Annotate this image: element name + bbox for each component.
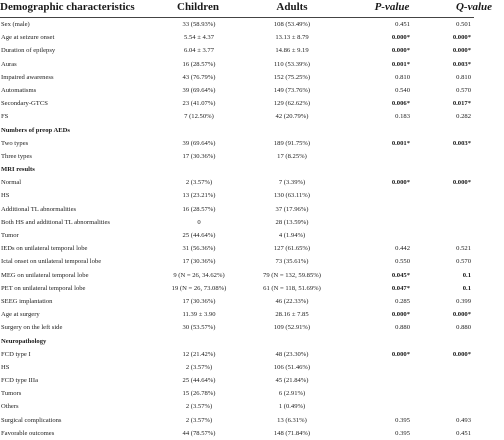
adults-cell: 17 (8.25%) [277, 152, 307, 160]
p-value-cell: 0.395 [395, 429, 410, 437]
row-label: HS [1, 363, 10, 371]
row-label: Others [1, 403, 19, 411]
row-label: FCD type IIIa [1, 377, 38, 385]
row-label: Two types [1, 139, 29, 147]
table-row [0, 427, 474, 440]
q-value-cell: 0.810 [456, 73, 471, 81]
adults-cell: 106 (51.46%) [273, 363, 311, 371]
row-label: FCD type I [1, 350, 31, 358]
table-row [0, 387, 474, 400]
adults-cell: 73 (35.61%) [275, 258, 309, 266]
row-label: Secondary-GTCS [1, 100, 48, 108]
q-value-cell: 0.000* [452, 311, 471, 319]
row-label: Automatisms [1, 86, 37, 94]
row-label: Numbers of preop AEDs [1, 126, 70, 134]
adults-cell: 148 (71.84%) [273, 429, 311, 437]
adults-cell: 61 (N = 118, 51.69%) [263, 284, 321, 292]
adults-cell: 110 (53.39%) [273, 60, 310, 68]
adults-cell: 129 (62.62%) [273, 100, 311, 108]
section-heading [0, 124, 474, 137]
adults-cell: 13.13 ± 8.79 [275, 34, 309, 42]
table-row [0, 110, 474, 123]
adults-cell: 48 (23.30%) [275, 350, 309, 358]
table-row [0, 295, 474, 308]
row-label: Age at seizure onset [1, 34, 55, 42]
children-cell: 23 (41.07%) [182, 100, 216, 108]
p-value-cell: 0.000* [391, 350, 410, 358]
header-q-value: Q-value [455, 1, 493, 13]
table-row [0, 18, 474, 31]
table-row [0, 255, 474, 268]
children-cell: 25 (44.64%) [182, 377, 216, 385]
children-cell: 2 (3.57%) [185, 416, 213, 424]
children-cell: 0 [197, 218, 201, 226]
row-label: PET on unilateral temporal lobe [1, 284, 86, 292]
row-label: MEG on unilateral temporal lobe [1, 271, 89, 279]
children-cell: 15 (26.78%) [182, 390, 216, 398]
p-value-cell: 0.395 [395, 416, 410, 424]
row-label: Ictal onset on unilateral temporal lobe [1, 258, 102, 266]
q-value-cell: 0.1 [462, 271, 471, 279]
children-cell: 9 (N = 26, 34.62%) [173, 271, 225, 279]
table-row [0, 216, 474, 229]
p-value-cell: 0.183 [395, 113, 410, 121]
q-value-cell: 0.570 [456, 86, 471, 94]
adults-cell: 130 (63.11%) [273, 192, 310, 200]
header-adults: Adults [276, 1, 308, 13]
children-cell: 16 (28.57%) [182, 60, 216, 68]
adults-cell: 42 (20.79%) [275, 113, 309, 121]
row-label: IEDs on unilateral temporal lobe [1, 245, 88, 253]
q-value-cell: 0.570 [456, 258, 471, 266]
row-label: MRI results [1, 166, 35, 174]
p-value-cell: 0.001* [391, 60, 410, 68]
q-value-cell: 0.1 [462, 284, 471, 292]
table-row [0, 308, 474, 321]
adults-cell: 14.86 ± 9.19 [275, 47, 309, 55]
table-row [0, 203, 474, 216]
p-value-cell: 0.550 [395, 258, 410, 266]
table-row [0, 58, 474, 71]
q-value-cell: 0.399 [456, 297, 471, 305]
p-value-cell: 0.000* [391, 179, 410, 187]
table-row [0, 400, 474, 413]
q-value-cell: 0.000* [452, 179, 471, 187]
table-row [0, 189, 474, 202]
row-label: Impaired awareness [1, 73, 54, 81]
table-row [0, 97, 474, 110]
p-value-cell: 0.880 [395, 324, 410, 332]
adults-cell: 46 (22.33%) [275, 297, 309, 305]
adults-cell: 189 (91.75%) [273, 139, 311, 147]
children-cell: 17 (30.36%) [182, 152, 216, 160]
p-value-cell: 0.000* [391, 311, 410, 319]
children-cell: 33 (58.93%) [182, 21, 216, 28]
adults-cell: 28.16 ± 7.85 [275, 311, 309, 319]
row-label: FS [1, 113, 9, 121]
adults-cell: 6 (2.91%) [278, 390, 306, 398]
table-row [0, 176, 474, 189]
q-value-cell: 0.521 [456, 245, 471, 253]
header-p-value: P-value [374, 1, 410, 13]
adults-cell: 108 (53.49%) [273, 21, 311, 28]
children-cell: 13 (23.21%) [182, 192, 216, 200]
children-cell: 19 (N = 26, 73.08%) [171, 284, 227, 292]
children-cell: 5.54 ± 4.37 [184, 34, 214, 42]
p-value-cell: 0.045* [391, 271, 410, 279]
children-cell: 17 (30.36%) [182, 297, 216, 305]
adults-cell: 79 (N = 132, 59.85%) [263, 271, 321, 279]
table-row [0, 31, 474, 44]
p-value-cell: 0.540 [395, 86, 410, 94]
row-label: Favorable outcomes [1, 429, 55, 437]
adults-cell: 37 (17.96%) [275, 205, 309, 213]
p-value-cell: 0.285 [395, 297, 410, 305]
children-cell: 6.04 ± 3.77 [184, 47, 214, 55]
q-value-cell: 0.000* [452, 34, 471, 42]
p-value-cell: 0.000* [391, 34, 410, 42]
table-row [0, 137, 474, 150]
adults-cell: 7 (3.39%) [278, 179, 306, 187]
row-label: Surgery on the left side [1, 324, 63, 332]
table-row [0, 414, 474, 427]
adults-cell: 45 (21.84%) [275, 377, 309, 385]
adults-cell: 13 (6.31%) [277, 416, 307, 424]
children-cell: 31 (56.36%) [182, 245, 216, 253]
q-value-cell: 0.282 [456, 113, 471, 121]
children-cell: 2 (3.57%) [185, 363, 213, 371]
row-label: Auras [1, 60, 17, 68]
header-children: Children [177, 1, 219, 13]
row-label: Age at surgery [1, 311, 40, 319]
adults-cell: 109 (52.91%) [273, 324, 311, 332]
row-label: Surgical complications [1, 416, 62, 424]
p-value-cell: 0.451 [395, 21, 410, 28]
table-row [0, 374, 474, 387]
children-cell: 43 (76.79%) [182, 73, 216, 81]
adults-cell: 1 (0.49%) [278, 403, 306, 411]
children-cell: 25 (44.64%) [182, 232, 216, 239]
table-header [0, 0, 493, 18]
header-characteristic: Demographic characteristics [0, 1, 135, 13]
section-heading [0, 163, 474, 176]
q-value-cell: 0.017* [452, 100, 471, 108]
p-value-cell: 0.810 [395, 73, 410, 81]
p-value-cell: 0.000* [391, 47, 410, 55]
children-cell: 30 (53.57%) [182, 324, 216, 332]
row-label: Duration of epilepsy [1, 47, 56, 55]
p-value-cell: 0.001* [391, 139, 410, 147]
row-label: Additional TL abnormalities [1, 205, 77, 213]
q-value-cell: 0.451 [456, 429, 471, 437]
q-value-cell: 0.003* [452, 139, 471, 147]
adults-cell: 28 (13.59%) [275, 218, 309, 226]
table-row [0, 361, 474, 374]
q-value-cell: 0.493 [456, 416, 471, 424]
p-value-cell: 0.006* [391, 100, 410, 108]
table-row [0, 242, 474, 255]
adults-cell: 149 (73.76%) [273, 86, 311, 94]
row-label: Neuropathology [1, 337, 47, 345]
p-value-cell: 0.047* [391, 284, 410, 292]
table-row [0, 84, 474, 97]
q-value-cell: 0.501 [456, 21, 471, 28]
table-row [0, 150, 474, 163]
p-value-cell: 0.442 [395, 245, 410, 253]
row-label: Tumors [1, 390, 22, 398]
section-heading [0, 335, 474, 348]
table-row [0, 348, 474, 361]
table-row [0, 44, 474, 57]
q-value-cell: 0.003* [452, 60, 471, 68]
table-row [0, 229, 474, 242]
row-label: Normal [1, 179, 22, 187]
adults-cell: 127 (61.65%) [273, 245, 311, 253]
q-value-cell: 0.000* [452, 350, 471, 358]
children-cell: 12 (21.42%) [182, 350, 216, 358]
children-cell: 2 (3.57%) [185, 179, 213, 187]
children-cell: 39 (69.64%) [182, 86, 216, 94]
table-body [0, 18, 474, 440]
children-cell: 39 (69.64%) [182, 139, 216, 147]
table-row [0, 321, 474, 334]
q-value-cell: 0.880 [456, 324, 471, 332]
row-label: Three types [1, 152, 32, 160]
row-label: Tumor [1, 232, 19, 239]
row-label: HS [1, 192, 10, 200]
row-label: Sex (male) [1, 21, 30, 28]
children-cell: 17 (30.36%) [182, 258, 216, 266]
children-cell: 2 (3.57%) [185, 403, 213, 411]
children-cell: 16 (28.57%) [182, 205, 216, 213]
adults-cell: 4 (1.94%) [278, 232, 306, 239]
children-cell: 11.39 ± 3.90 [182, 311, 216, 319]
row-label: Both HS and additional TL abnormalities [1, 218, 110, 226]
table-row [0, 282, 474, 295]
row-label: SEEG implantation [1, 297, 53, 305]
q-value-cell: 0.000* [452, 47, 471, 55]
table-row [0, 269, 474, 282]
adults-cell: 152 (75.25%) [273, 73, 311, 81]
children-cell: 7 (12.50%) [184, 113, 214, 121]
children-cell: 44 (78.57%) [182, 429, 216, 437]
table-row [0, 71, 474, 84]
